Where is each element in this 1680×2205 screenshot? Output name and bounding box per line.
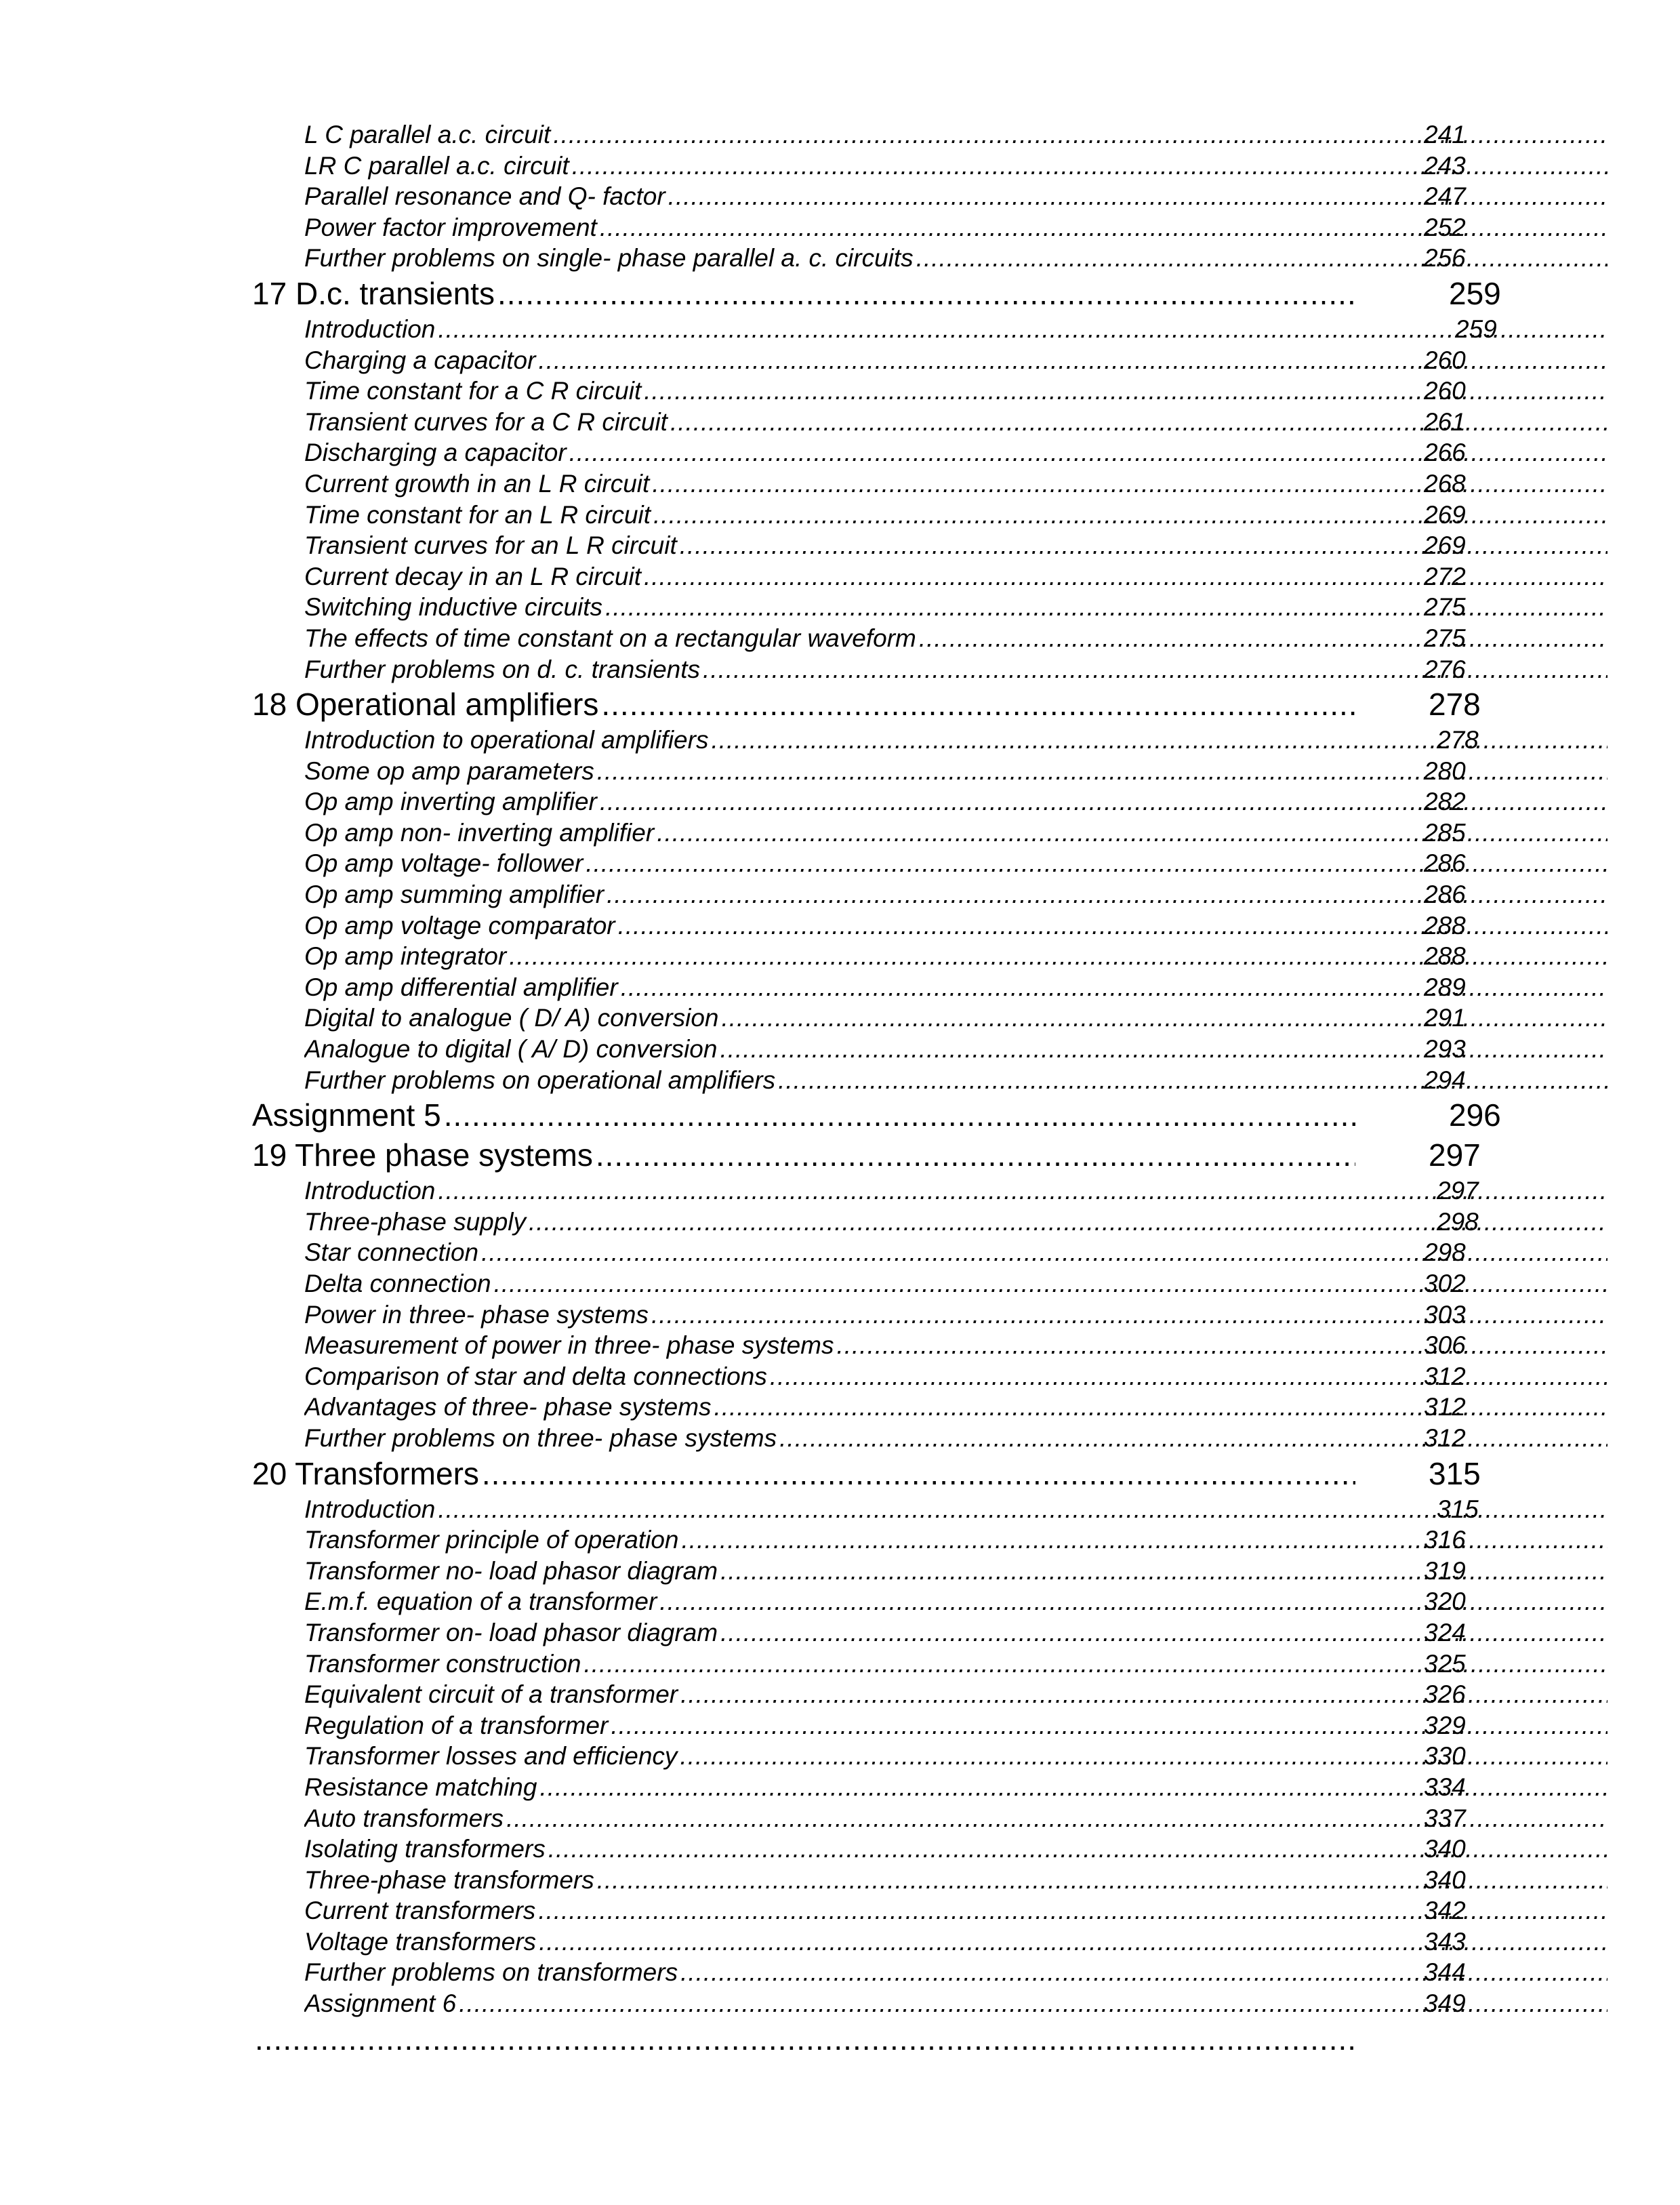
toc-entry-title: Further problems on single- phase parallel a. c. circuits	[304, 244, 916, 272]
toc-entry-title: Further problems on three- phase systems	[304, 1424, 779, 1452]
toc-entry-page: 266	[1424, 439, 1466, 467]
toc-entry-page: 247	[1424, 182, 1466, 211]
toc-entry-title: Transformer losses and efficiency	[304, 1742, 680, 1770]
toc-entry-page: 288	[1424, 911, 1466, 939]
toc-entry-page: 243	[1424, 151, 1466, 180]
toc-entry-title: Transformer construction	[304, 1650, 584, 1678]
toc-entry-page: 302	[1424, 1270, 1466, 1297]
toc-entry-title: Advantages of three- phase systems	[304, 1393, 714, 1421]
toc-entry-page: 326	[1424, 1680, 1466, 1709]
toc-entry-page: 280	[1424, 756, 1466, 785]
toc-entry-title: Equivalent circuit of a transformer	[304, 1680, 680, 1708]
toc-assignment-title: Assignment 5	[252, 1097, 444, 1133]
toc-entry-page: 315	[1437, 1495, 1479, 1523]
toc-entry-page: 330	[1424, 1742, 1466, 1771]
toc-entry[interactable]	[252, 314, 1513, 345]
toc-assignment-page: 296	[1449, 1097, 1501, 1133]
toc-assignment[interactable]	[252, 1095, 1513, 1135]
toc-entry-page: 319	[1424, 1556, 1466, 1585]
toc-entry-title: Discharging a capacitor	[304, 439, 569, 466]
toc-entry-page: 342	[1424, 1897, 1466, 1925]
toc-entry-title: Measurement of power in three- phase systems	[304, 1331, 836, 1359]
toc-entry[interactable]	[252, 786, 1513, 817]
toc-entry-page: 241	[1424, 121, 1466, 148]
toc-entry[interactable]	[252, 1361, 1513, 1392]
toc-entry-title: Analogue to digital ( A/ D) conversion	[304, 1035, 720, 1063]
toc-entry[interactable]	[252, 756, 1513, 787]
toc-entry-page: 268	[1424, 469, 1466, 498]
toc-entry-title: Power in three- phase systems	[304, 1301, 651, 1329]
toc-entry-title: Time constant for a C R circuit	[304, 377, 644, 405]
toc-entry-title: Current growth in an L R circuit	[304, 470, 652, 498]
toc-entry[interactable]	[252, 1175, 1513, 1207]
toc-entry-page: 297	[1437, 1177, 1479, 1205]
toc-entry-page: 286	[1424, 881, 1466, 909]
toc-entry-page: 337	[1424, 1804, 1466, 1832]
toc-entry-page: 260	[1424, 377, 1466, 405]
toc-entry-title: Transformer principle of operation	[304, 1526, 682, 1554]
toc-entry-page: 286	[1424, 849, 1466, 878]
toc-entry-title: Op amp voltage comparator	[304, 912, 618, 939]
toc-entry-page: 285	[1424, 818, 1466, 847]
toc-entry-page: 272	[1424, 562, 1466, 590]
toc-entry-title: Further problems on operational amplifiers	[304, 1066, 778, 1094]
toc-entry[interactable]	[252, 1617, 1513, 1648]
toc-entry[interactable]	[252, 1299, 1513, 1331]
toc-entry-title: Op amp summing amplifier	[304, 881, 607, 908]
toc-entry-title: Digital to analogue ( D/ A) conversion	[304, 1004, 722, 1032]
toc-entry-page: 306	[1424, 1331, 1466, 1360]
toc-chapter[interactable]	[252, 1135, 1513, 1175]
toc-entry[interactable]	[252, 654, 1513, 685]
toc-entry-title: Isolating transformers	[304, 1835, 548, 1863]
toc-entry[interactable]	[252, 879, 1513, 910]
toc-entry-page: 325	[1424, 1649, 1466, 1678]
toc-entry[interactable]	[252, 243, 1513, 274]
toc-chapter-page: 278	[1429, 687, 1481, 723]
toc-entry-title: Assignment 6	[304, 1989, 459, 2017]
toc-entry-title: Transformer on- load phasor diagram	[304, 1619, 720, 1646]
toc-entry-title: Delta connection	[304, 1270, 494, 1297]
toc-entry-title: Comparison of star and delta connections	[304, 1362, 770, 1390]
toc-entry-page: 312	[1424, 1362, 1466, 1390]
toc-entry[interactable]	[252, 623, 1513, 654]
toc-entry-page: 291	[1424, 1004, 1466, 1032]
toc-chapter-page: 315	[1429, 1455, 1481, 1491]
toc-entry-title: Power factor improvement	[304, 214, 600, 241]
toc-entry[interactable]	[252, 1895, 1513, 1926]
toc-entry-page: 303	[1424, 1300, 1466, 1329]
toc-entry-page: 298	[1437, 1207, 1479, 1236]
toc-entry-title: Voltage transformers	[304, 1928, 539, 1956]
toc-entry-title: Current decay in an L R circuit	[304, 563, 644, 590]
toc-entry-title: Transient curves for an L R circuit	[304, 531, 680, 559]
toc-entry-title: L C parallel a.c. circuit	[304, 121, 553, 148]
toc-entry-title: Introduction	[304, 315, 438, 343]
toc-entry[interactable]	[252, 1803, 1513, 1834]
toc-entry-page: 278	[1437, 726, 1479, 754]
toc-entry[interactable]	[252, 1494, 1513, 1525]
table-of-contents	[252, 119, 1513, 2059]
toc-entry-title: The effects of time constant on a rectangular waveform	[304, 624, 919, 652]
toc-entry-title: Transformer no- load phasor diagram	[304, 1557, 720, 1585]
toc-entry-title: Op amp integrator	[304, 942, 509, 970]
toc-entry-page: 275	[1424, 624, 1466, 652]
toc-entry[interactable]	[252, 1065, 1513, 1096]
toc-entry-page: 334	[1424, 1773, 1466, 1801]
toc-chapter-title: 18 Operational amplifiers	[252, 687, 601, 722]
toc-entry[interactable]	[252, 500, 1513, 531]
toc-entry-page: 316	[1424, 1526, 1466, 1554]
toc-entry[interactable]	[252, 1586, 1513, 1617]
toc-assignment[interactable]	[252, 2019, 1513, 2059]
toc-entry[interactable]	[252, 1834, 1513, 1865]
toc-entry-title: Parallel resonance and Q- factor	[304, 182, 668, 210]
toc-entry[interactable]	[252, 1865, 1513, 1896]
toc-entry[interactable]	[252, 910, 1513, 942]
toc-entry-page: 340	[1424, 1865, 1466, 1894]
toc-entry[interactable]	[252, 561, 1513, 592]
toc-entry[interactable]	[252, 1392, 1513, 1423]
toc-entry[interactable]	[252, 530, 1513, 561]
toc-entry-page: 260	[1424, 346, 1466, 374]
toc-chapter[interactable]	[252, 685, 1513, 725]
toc-entry[interactable]	[252, 817, 1513, 849]
toc-entry-title: Regulation of a transformer	[304, 1712, 611, 1739]
toc-entry[interactable]	[252, 1957, 1513, 1988]
toc-entry-title: Star connection	[304, 1238, 481, 1266]
toc-entry[interactable]	[252, 1237, 1513, 1268]
toc-entry-page: 275	[1424, 593, 1466, 622]
toc-entry[interactable]	[252, 1648, 1513, 1680]
toc-entry[interactable]	[252, 592, 1513, 623]
toc-entry-title: E.m.f. equation of a transformer	[304, 1587, 659, 1615]
toc-entry-title: Some op amp parameters	[304, 757, 597, 785]
toc-entry-page: 294	[1424, 1066, 1466, 1094]
toc-entry[interactable]	[252, 1034, 1513, 1065]
toc-entry-title: Introduction	[304, 1495, 438, 1523]
toc-chapter-title: 20 Transformers	[252, 1456, 482, 1491]
toc-entry-page: 329	[1424, 1711, 1466, 1739]
toc-entry[interactable]	[252, 437, 1513, 468]
toc-entry-title: Op amp differential amplifier	[304, 973, 621, 1001]
toc-entry[interactable]	[252, 1556, 1513, 1587]
toc-entry-title: Resistance matching	[304, 1773, 539, 1801]
toc-entry-page: 259	[1455, 315, 1497, 343]
toc-entry[interactable]	[252, 848, 1513, 879]
toc-chapter-title: 17 D.c. transients	[252, 276, 497, 311]
toc-entry[interactable]	[252, 181, 1513, 212]
toc-entry-title: Auto transformers	[304, 1804, 506, 1832]
toc-entry-page: 269	[1424, 531, 1466, 560]
toc-entry-page: 298	[1424, 1238, 1466, 1267]
toc-entry-page: 256	[1424, 244, 1466, 272]
toc-entry-page: 340	[1424, 1835, 1466, 1863]
toc-entry[interactable]	[252, 1710, 1513, 1741]
toc-chapter-title: 19 Three phase systems	[252, 1137, 596, 1173]
toc-chapter-page: 297	[1429, 1137, 1481, 1173]
toc-entry[interactable]	[252, 1003, 1513, 1034]
toc-entry[interactable]	[252, 376, 1513, 407]
toc-entry-page: 282	[1424, 788, 1466, 816]
toc-entry-page: 320	[1424, 1587, 1466, 1616]
toc-entry[interactable]	[252, 1988, 1513, 2019]
toc-entry-title: Op amp inverting amplifier	[304, 788, 600, 815]
toc-entry[interactable]	[252, 1772, 1513, 1803]
toc-entry-page: 293	[1424, 1035, 1466, 1064]
toc-entry-page: 276	[1424, 655, 1466, 683]
toc-entry-page: 289	[1424, 973, 1466, 1001]
toc-entry-title: Charging a capacitor	[304, 346, 538, 374]
toc-entry[interactable]	[252, 1423, 1513, 1454]
toc-entry[interactable]	[252, 1330, 1513, 1361]
toc-entry[interactable]	[252, 1524, 1513, 1556]
toc-entry-page: 269	[1424, 500, 1466, 529]
toc-entry[interactable]	[252, 119, 1513, 150]
toc-entry-page: 312	[1424, 1393, 1466, 1421]
toc-chapter[interactable]	[252, 274, 1513, 314]
toc-entry-title: Time constant for an L R circuit	[304, 501, 653, 529]
toc-assignment-title	[252, 2021, 255, 2057]
toc-entry[interactable]	[252, 150, 1513, 182]
toc-entry[interactable]	[252, 407, 1513, 438]
toc-entry-title: Op amp non- inverting amplifier	[304, 819, 657, 847]
toc-entry-title: Introduction to operational amplifiers	[304, 726, 711, 754]
toc-entry-title: Further problems on transformers	[304, 1958, 680, 1986]
toc-entry-title: Op amp voltage- follower	[304, 849, 586, 877]
toc-entry-title: Introduction	[304, 1177, 438, 1205]
toc-entry-page: 252	[1424, 213, 1466, 241]
toc-entry[interactable]	[252, 972, 1513, 1003]
toc-entry-page: 312	[1424, 1423, 1466, 1452]
toc-entry-page: 343	[1424, 1927, 1466, 1956]
toc-entry[interactable]	[252, 1207, 1513, 1238]
toc-entry-page: 261	[1424, 407, 1466, 436]
toc-entry[interactable]	[252, 212, 1513, 243]
toc-entry[interactable]	[252, 941, 1513, 972]
toc-entry-title: Further problems on d. c. transients	[304, 655, 703, 683]
toc-chapter[interactable]	[252, 1454, 1513, 1494]
toc-chapter-page: 259	[1449, 275, 1501, 311]
toc-entry[interactable]	[252, 1679, 1513, 1710]
toc-entry-page: 288	[1424, 942, 1466, 971]
toc-entry-title: Switching inductive circuits	[304, 593, 605, 621]
toc-entry-page: 344	[1424, 1958, 1466, 1987]
toc-entry-page: 349	[1424, 1989, 1466, 2018]
toc-entry-title: Three-phase transformers	[304, 1866, 597, 1894]
toc-entry[interactable]	[252, 725, 1513, 756]
toc-entry[interactable]	[252, 1268, 1513, 1299]
toc-entry-title: Transient curves for a C R circuit	[304, 408, 670, 436]
toc-entry-page: 324	[1424, 1618, 1466, 1646]
toc-entry-title: LR C parallel a.c. circuit	[304, 152, 572, 180]
toc-entry-title: Three-phase supply	[304, 1208, 529, 1236]
toc-entry-title: Current transformers	[304, 1897, 538, 1924]
toc-entry[interactable]	[252, 468, 1513, 500]
toc-entry[interactable]	[252, 1741, 1513, 1772]
toc-entry[interactable]	[252, 345, 1513, 376]
toc-entry[interactable]	[252, 1926, 1513, 1958]
